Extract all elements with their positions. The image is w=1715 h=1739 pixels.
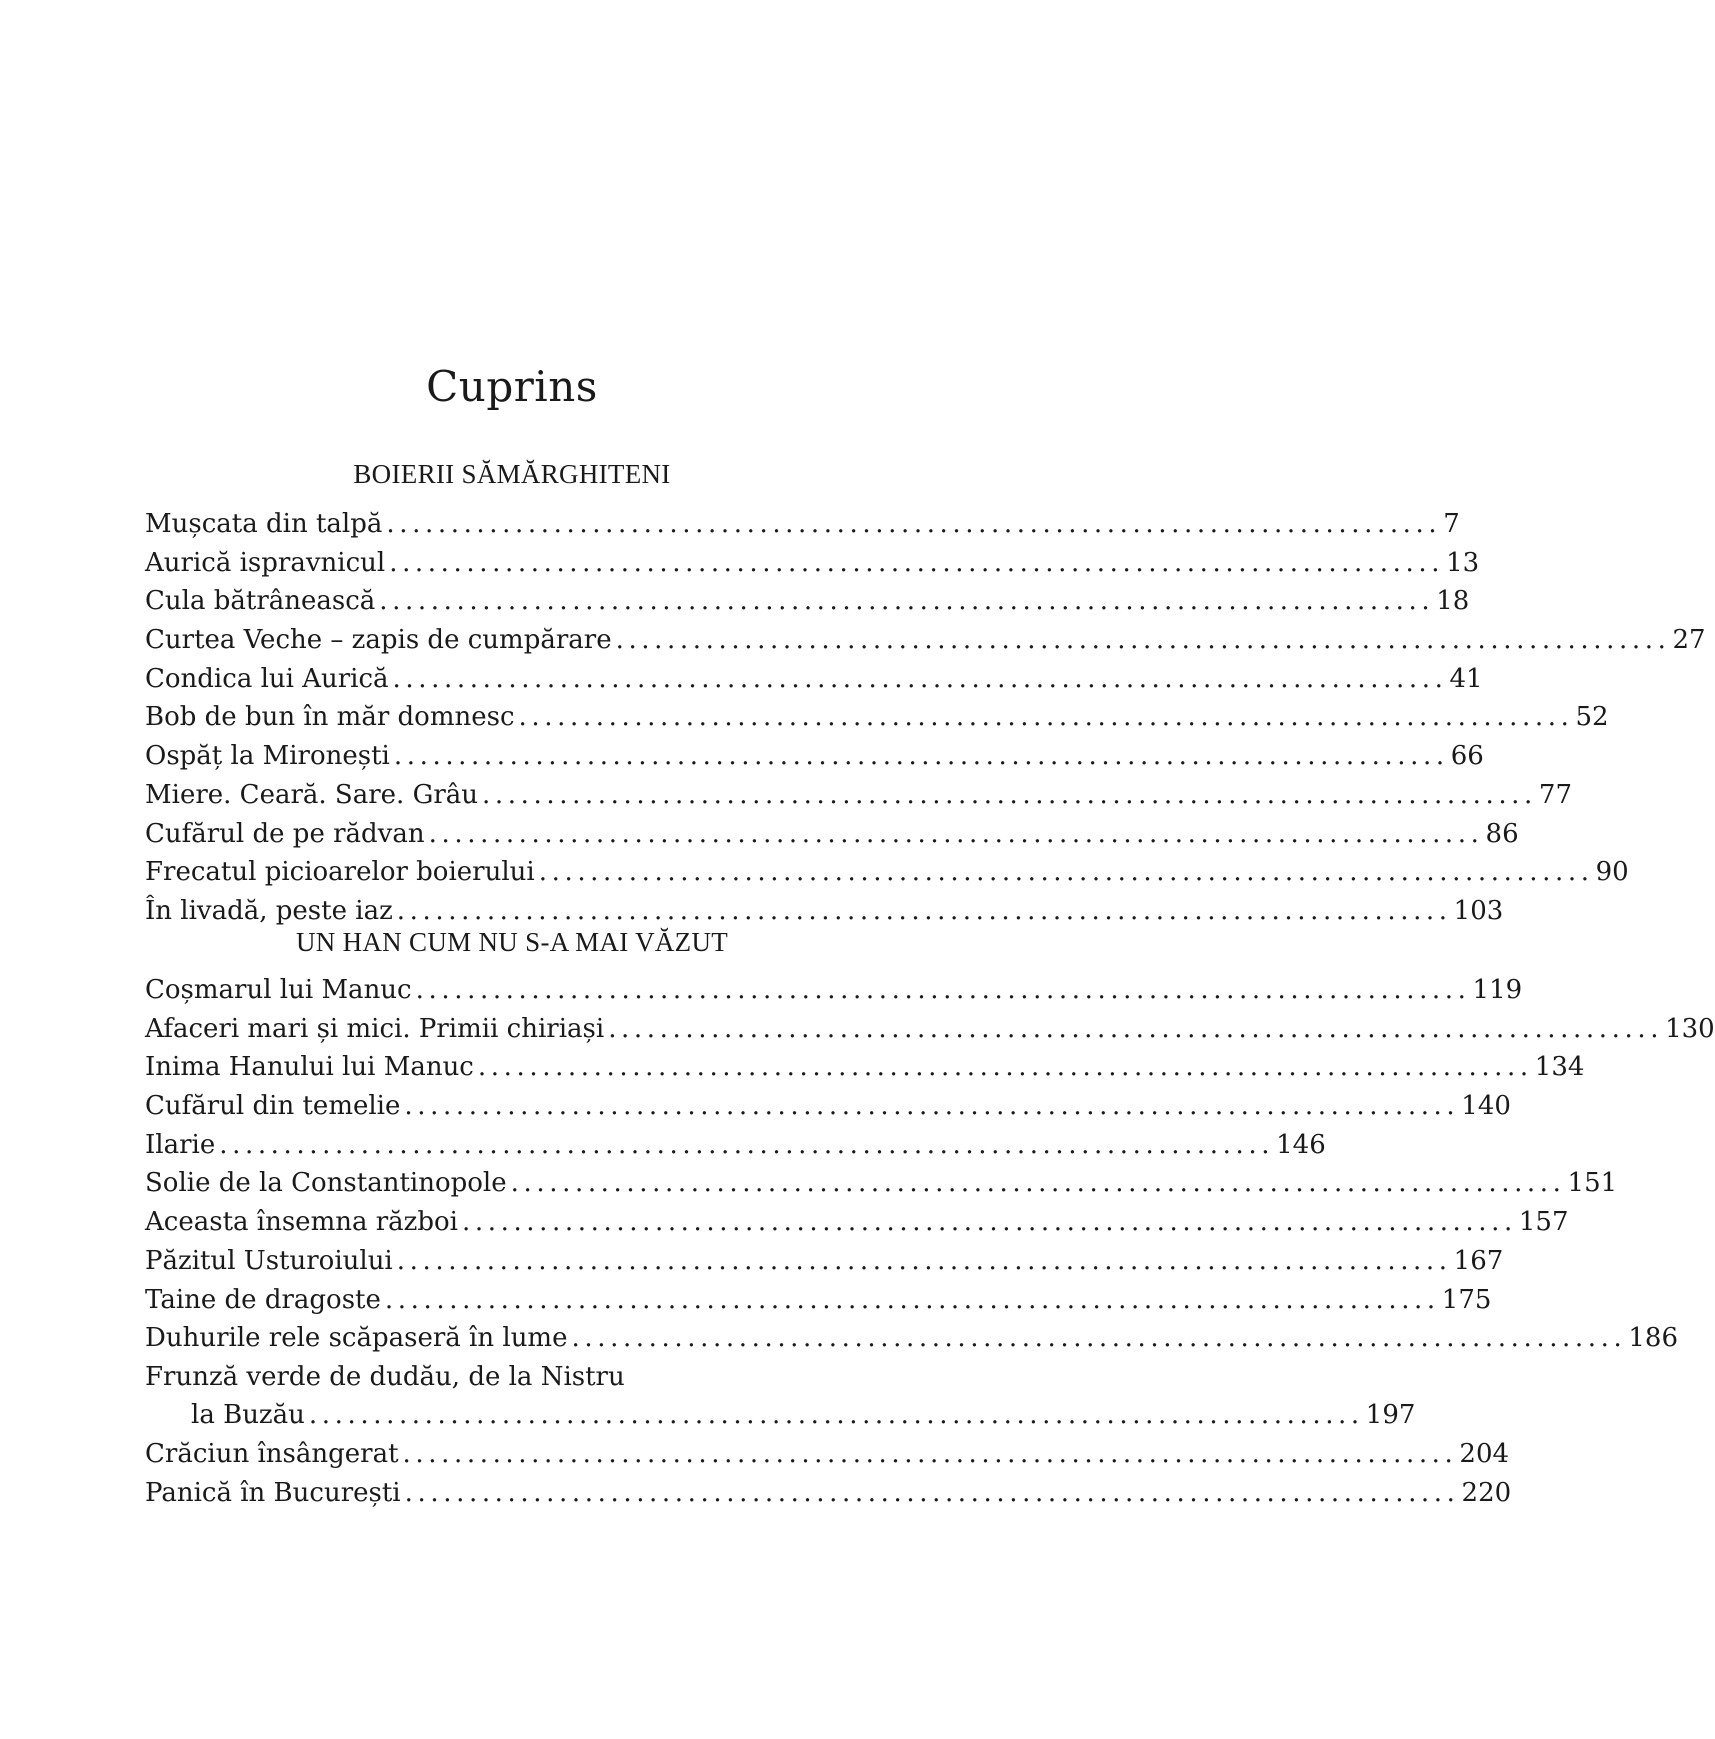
dot-leader: .................................................................................. [308, 1399, 1364, 1430]
dot-leader: .................................................................................. [482, 779, 1537, 810]
toc-entry-title: Cufărul din temelie [145, 1091, 401, 1122]
toc-entry-page-number: 140 [1461, 1091, 1511, 1122]
toc-entry-title: Solie de la Constantinopole [145, 1168, 507, 1199]
toc-entry [145, 1474, 1512, 1513]
dot-leader: .................................................................................. [571, 1323, 1627, 1354]
toc-entry-page-number: 119 [1472, 975, 1523, 1005]
toc-entry [145, 660, 1483, 699]
toc-entry [145, 582, 1470, 621]
toc-entry [145, 1435, 1510, 1474]
toc-entry-title: Frunză verde de dudău, de la Nistru [145, 1361, 625, 1392]
dot-leader: .................................................................................. [389, 547, 1445, 578]
toc-entry-page-number: 204 [1459, 1439, 1510, 1470]
dot-leader: .................................................................................. [428, 818, 1484, 849]
dot-leader: .................................................................................. [396, 895, 1452, 926]
section-heading-2: UN HAN CUM NU S-A MAI VĂZUT [295, 927, 729, 957]
toc-entry [145, 1126, 1326, 1165]
toc-entry-title: Condica lui Aurică [145, 663, 389, 694]
toc-section-1 [145, 505, 1706, 931]
toc-entry-page-number: 77 [1538, 779, 1573, 810]
toc-entry [145, 621, 1706, 660]
dot-leader: .................................................................................. [510, 1168, 1566, 1199]
toc-entry-title: Panică în București [145, 1477, 401, 1508]
toc-entry-title: Inima Hanului lui Manuc [145, 1052, 474, 1083]
dot-leader: .................................................................................. [402, 1439, 1458, 1470]
toc-entry-page-number: 7 [1443, 509, 1460, 539]
toc-entry [145, 1010, 1715, 1049]
toc-entry-page-number: 197 [1365, 1399, 1416, 1430]
section-heading-1: BOIERII SĂMĂRGHITENI [353, 459, 671, 489]
dot-leader: .................................................................................. [392, 663, 1448, 694]
page-title: Cuprins [426, 362, 598, 411]
toc-entry-page-number: 27 [1672, 625, 1706, 656]
toc-entry [145, 1319, 1679, 1358]
toc-entry-title: Bob de bun în măr domnesc [145, 702, 515, 733]
toc-entry-title: Coșmarul lui Manuc [145, 975, 412, 1005]
dot-leader: .................................................................................. [415, 975, 1471, 1005]
toc-entry [145, 1242, 1504, 1281]
toc-entry-page-number: 86 [1485, 818, 1519, 849]
toc-entry-title: Miere. Ceară. Sare. Grâu [145, 779, 479, 810]
dot-leader: .................................................................................. [538, 857, 1594, 888]
toc-entry-title: Cufărul de pe rădvan [145, 818, 425, 849]
toc-entry [145, 505, 1460, 544]
toc-entry-page-number: 134 [1534, 1052, 1585, 1083]
toc-entry-page-number: 90 [1595, 857, 1629, 888]
toc-entry [145, 737, 1484, 776]
toc-entry [145, 1164, 1618, 1203]
toc-entry [145, 698, 1609, 737]
toc-entry [145, 815, 1519, 854]
toc-entry-page-number: 175 [1441, 1284, 1492, 1315]
toc-entry-title: Taine de dragoste [145, 1284, 381, 1315]
toc-entry-title: Cula bătrânească [145, 586, 376, 617]
toc-entry-page-number: 103 [1453, 895, 1504, 926]
dot-leader: .................................................................................. [518, 702, 1574, 733]
dot-leader: .................................................................................. [461, 1207, 1517, 1238]
toc-entry-title: Afaceri mari și mici. Primii chiriași [145, 1013, 605, 1044]
dot-leader: .................................................................................. [404, 1477, 1460, 1508]
toc-entry-page-number: 130 [1665, 1013, 1715, 1044]
toc-entry [145, 1358, 1416, 1435]
toc-entry-page-number: 167 [1453, 1245, 1504, 1276]
toc-entry [145, 971, 1523, 1010]
toc-entry [145, 776, 1573, 815]
toc-entry-title: Crăciun însângerat [145, 1439, 399, 1470]
toc-entry-title: Frecatul picioarelor boierului [145, 857, 535, 888]
toc-entry-title: Aceasta însemna război [145, 1207, 458, 1238]
toc-entry-page-number: 13 [1446, 547, 1480, 578]
toc-entry-title: Mușcata din talpă [145, 509, 383, 539]
dot-leader: .................................................................................. [386, 509, 1442, 539]
toc-section-2 [145, 971, 1715, 1513]
toc-entry [145, 853, 1629, 892]
toc-entry-page-number: 41 [1449, 663, 1483, 694]
toc-entry-page-number: 186 [1628, 1323, 1679, 1354]
toc-entry-title: Ospăț la Mironești [145, 741, 390, 772]
toc-entry [145, 544, 1480, 583]
dot-leader: .................................................................................. [477, 1052, 1533, 1083]
dot-leader: .................................................................................. [219, 1129, 1275, 1160]
dot-leader: .................................................................................. [393, 741, 1449, 772]
dot-leader: .................................................................................. [608, 1013, 1664, 1044]
toc-entry-title: Ilarie [145, 1129, 216, 1160]
toc-entry-page-number: 146 [1276, 1129, 1326, 1160]
toc-entry-page-number: 52 [1575, 702, 1609, 733]
dot-leader: .................................................................................. [396, 1245, 1452, 1276]
dot-leader: .................................................................................. [404, 1091, 1460, 1122]
toc-entry-page-number: 220 [1461, 1477, 1512, 1508]
toc-entry-title: În livadă, peste iaz [145, 895, 393, 926]
toc-entry [145, 1281, 1492, 1320]
toc-entry [145, 1203, 1569, 1242]
toc-entry [145, 1087, 1511, 1126]
dot-leader: .................................................................................. [615, 625, 1671, 656]
toc-entry-page-number: 66 [1450, 741, 1484, 772]
toc-entry-title-continuation: la Buzău [191, 1399, 305, 1430]
toc-entry-title: Aurică ispravnicul [145, 547, 386, 578]
toc-entry-page-number: 151 [1567, 1168, 1618, 1199]
toc-entry-page-number: 157 [1518, 1207, 1569, 1238]
toc-entry-title: Păzitul Usturoiului [145, 1245, 393, 1276]
dot-leader: .................................................................................. [384, 1284, 1440, 1315]
toc-entry-title: Duhurile rele scăpaseră în lume [145, 1323, 568, 1354]
toc-entry [145, 1048, 1585, 1087]
dot-leader: .................................................................................. [379, 586, 1435, 617]
toc-entry-page-number: 18 [1436, 586, 1470, 617]
toc-entry-title: Curtea Veche – zapis de cumpărare [145, 625, 612, 656]
